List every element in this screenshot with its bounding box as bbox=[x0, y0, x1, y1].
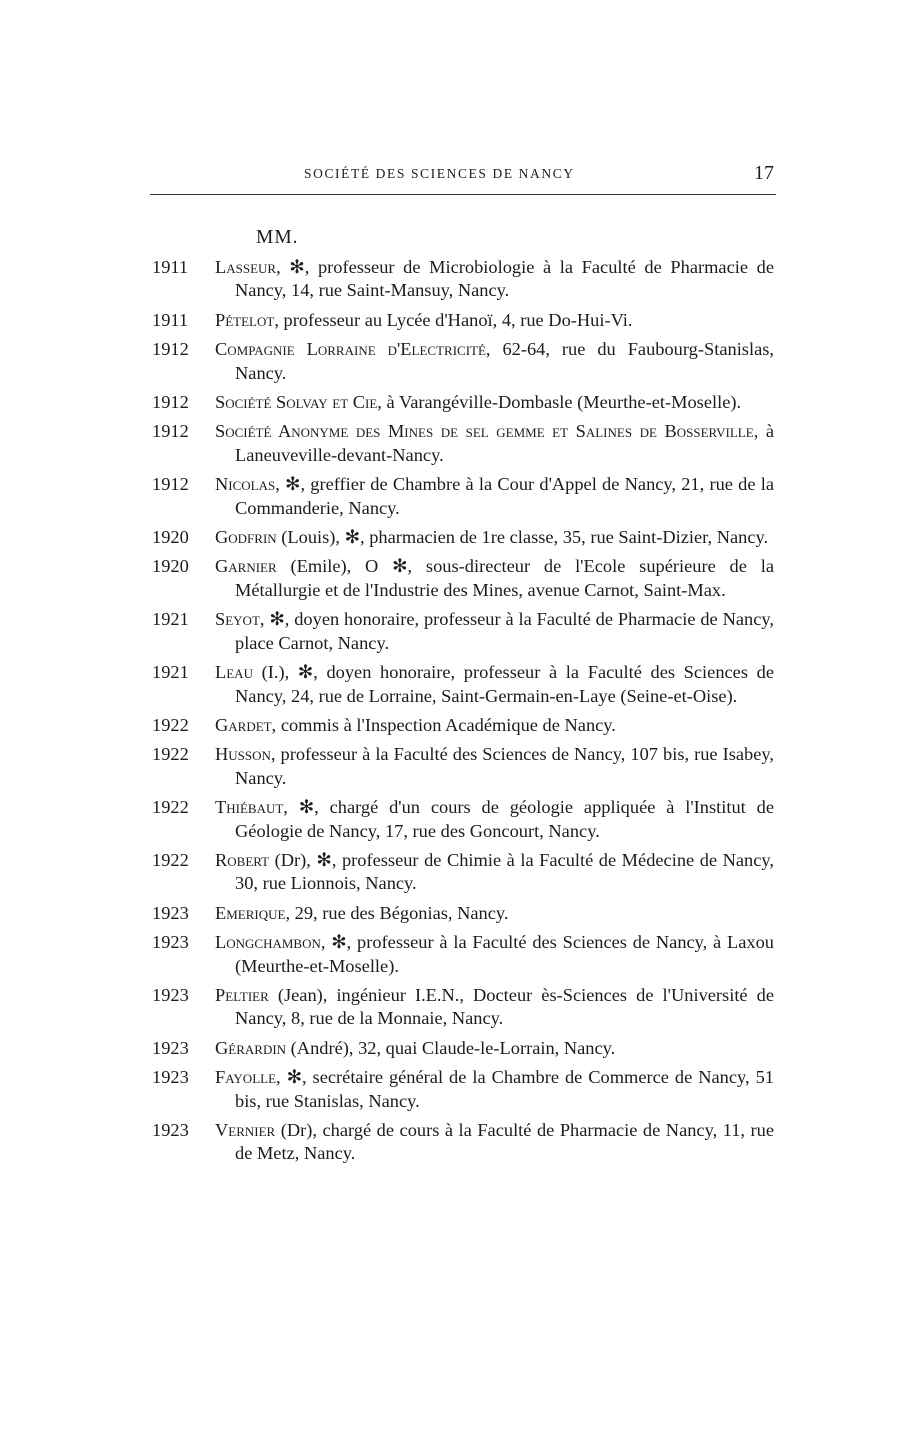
entry-text: ✻, chargé d'un cours de géologie appliquée à l'Institut de Géologie de Nancy, 17, rue des Goncourt, Nancy. bbox=[235, 797, 774, 841]
entry-text: ✻, secrétaire général de la Chambre de Commerce de Nancy, 51 bis, rue Stanislas, Nancy. bbox=[235, 1067, 774, 1111]
entry-name: Nicolas, bbox=[215, 474, 280, 495]
list-item bbox=[152, 796, 774, 843]
entry-name: Société Anonyme des Mines de sel gemme et Salines de Bosserville, bbox=[215, 421, 759, 442]
entry-text: (Emile), O ✻, sous-directeur de l'Ecole supérieure de la Métallurgie et de l'Industrie des Mines, avenue Carnot, Saint-Max. bbox=[235, 556, 774, 600]
entry-name: Garnier bbox=[215, 556, 277, 577]
entry-text: (Dr), chargé de cours à la Faculté de Pharmacie de Nancy, 11, rue de Metz, Nancy. bbox=[235, 1120, 774, 1164]
list-item bbox=[152, 1119, 774, 1166]
list-item bbox=[152, 391, 774, 414]
entry-text: professeur au Lycée d'Hanoï, 4, rue Do-Hui-Vi. bbox=[278, 309, 633, 330]
entry-year: 1920 bbox=[152, 556, 189, 577]
list-item bbox=[152, 338, 774, 385]
entry-year: 1912 bbox=[152, 474, 189, 495]
entry-text: (Louis), ✻, pharmacien de 1re classe, 35, rue Saint-Dizier, Nancy. bbox=[276, 527, 769, 548]
list-item bbox=[152, 902, 774, 925]
list-item bbox=[152, 984, 774, 1031]
list-item bbox=[152, 661, 774, 708]
entry-text: 29, rue des Bégonias, Nancy. bbox=[290, 902, 509, 923]
entry-year: 1912 bbox=[152, 339, 189, 360]
entry-name: Gérardin bbox=[215, 1037, 287, 1058]
entry-year: 1922 bbox=[152, 714, 189, 735]
entry-year: 1912 bbox=[152, 392, 189, 413]
entry-text: professeur à la Faculté des Sciences de Nancy, 107 bis, rue Isabey, Nancy. bbox=[235, 744, 774, 788]
entry-text: ✻, professeur à la Faculté des Sciences de Nancy, à Laxou (Meurthe-et-Moselle). bbox=[235, 932, 774, 976]
entry-year: 1923 bbox=[152, 1067, 189, 1088]
entry-year: 1912 bbox=[152, 421, 189, 442]
entry-name: Leau bbox=[215, 662, 253, 683]
entry-year: 1923 bbox=[152, 902, 189, 923]
entry-year: 1911 bbox=[152, 309, 189, 330]
list-item bbox=[152, 309, 774, 332]
list-item bbox=[152, 608, 774, 655]
entry-year: 1923 bbox=[152, 984, 189, 1005]
entry-year: 1923 bbox=[152, 1120, 189, 1140]
entry-year: 1922 bbox=[152, 849, 189, 870]
list-item bbox=[152, 849, 774, 896]
entry-year: 1923 bbox=[152, 932, 189, 953]
list-item bbox=[152, 420, 774, 467]
entry-text: (André), 32, quai Claude-le-Lorrain, Nancy. bbox=[286, 1037, 616, 1058]
entry-text: (Dr), ✻, professeur de Chimie à la Faculté de Médecine de Nancy, 30, rue Lionnois, Nancy. bbox=[235, 849, 774, 894]
entry-year: 1920 bbox=[152, 527, 189, 548]
entry-year: 1922 bbox=[152, 744, 189, 765]
list-item bbox=[152, 256, 774, 303]
entry-name: Longchambon, bbox=[215, 932, 326, 953]
entry-text: à Varangéville-Dombasle (Meurthe-et-Moselle). bbox=[381, 392, 742, 413]
entry-year: 1923 bbox=[152, 1037, 189, 1058]
list-item bbox=[152, 473, 774, 520]
entry-text: (Jean), ingénieur I.E.N., Docteur ès-Sciences de l'Université de Nancy, 8, rue de la Monnaie, Nancy. bbox=[235, 984, 774, 1029]
entry-text: (I.), ✻, doyen honoraire, professeur à la Faculté des Sciences de Nancy, 24, rue de Lorraine, Saint-Germain-en-Laye (Seine-et-Oise). bbox=[235, 662, 774, 706]
entry-text: commis à l'Inspection Académique de Nancy. bbox=[276, 714, 616, 735]
entry-name: Seyot, bbox=[215, 609, 265, 630]
list-heading: MM. bbox=[256, 227, 299, 248]
entry-text: ✻, professeur de Microbiologie à la Faculté de Pharmacie de Nancy, 14, rue Saint-Mansuy, Nancy. bbox=[235, 257, 774, 301]
running-header bbox=[152, 162, 776, 192]
list-item bbox=[152, 743, 774, 790]
entry-name: Godfrin bbox=[215, 527, 277, 548]
list-item bbox=[152, 1037, 774, 1060]
list-item bbox=[152, 1066, 774, 1113]
entry-text: ✻, doyen honoraire, professeur à la Faculté de Pharmacie de Nancy, place Carnot, Nancy. bbox=[235, 609, 774, 653]
entry-year: 1911 bbox=[152, 257, 189, 277]
entry-text: 62-64, rue du Faubourg-Stanislas, Nancy. bbox=[235, 339, 774, 383]
entry-year: 1921 bbox=[152, 662, 189, 683]
running-title: SOCIÉTÉ DES SCIENCES DE NANCY bbox=[304, 166, 575, 181]
list-item bbox=[152, 931, 774, 978]
member-list bbox=[152, 256, 774, 1172]
entry-text: ✻, greffier de Chambre à la Cour d'Appel de Nancy, 21, rue de la Commanderie, Nancy. bbox=[235, 474, 774, 518]
entry-name: Vernier bbox=[215, 1120, 276, 1140]
entry-name: Gardet, bbox=[215, 714, 277, 735]
entry-name: Robert bbox=[215, 849, 270, 870]
entry-text: à Laneuveville-devant-Nancy. bbox=[235, 421, 775, 465]
entry-name: Peltier bbox=[215, 984, 269, 1005]
entry-name: Thiébaut, bbox=[215, 797, 288, 818]
entry-year: 1921 bbox=[152, 609, 189, 630]
list-item bbox=[152, 526, 774, 549]
header-rule bbox=[150, 194, 776, 195]
entry-name: Compagnie Lorraine d'Electricité, bbox=[215, 339, 491, 360]
entry-name: Société Solvay et Cie, bbox=[215, 392, 382, 413]
page-number: 17 bbox=[754, 162, 774, 184]
list-item bbox=[152, 714, 774, 737]
entry-name: Pételot, bbox=[215, 309, 279, 330]
entry-name: Husson, bbox=[215, 744, 276, 765]
entry-name: Fayolle, bbox=[215, 1067, 281, 1088]
entry-name: Emerique, bbox=[215, 902, 291, 923]
entry-year: 1922 bbox=[152, 797, 189, 818]
entry-name: Lasseur, bbox=[215, 257, 281, 277]
list-item bbox=[152, 555, 774, 602]
